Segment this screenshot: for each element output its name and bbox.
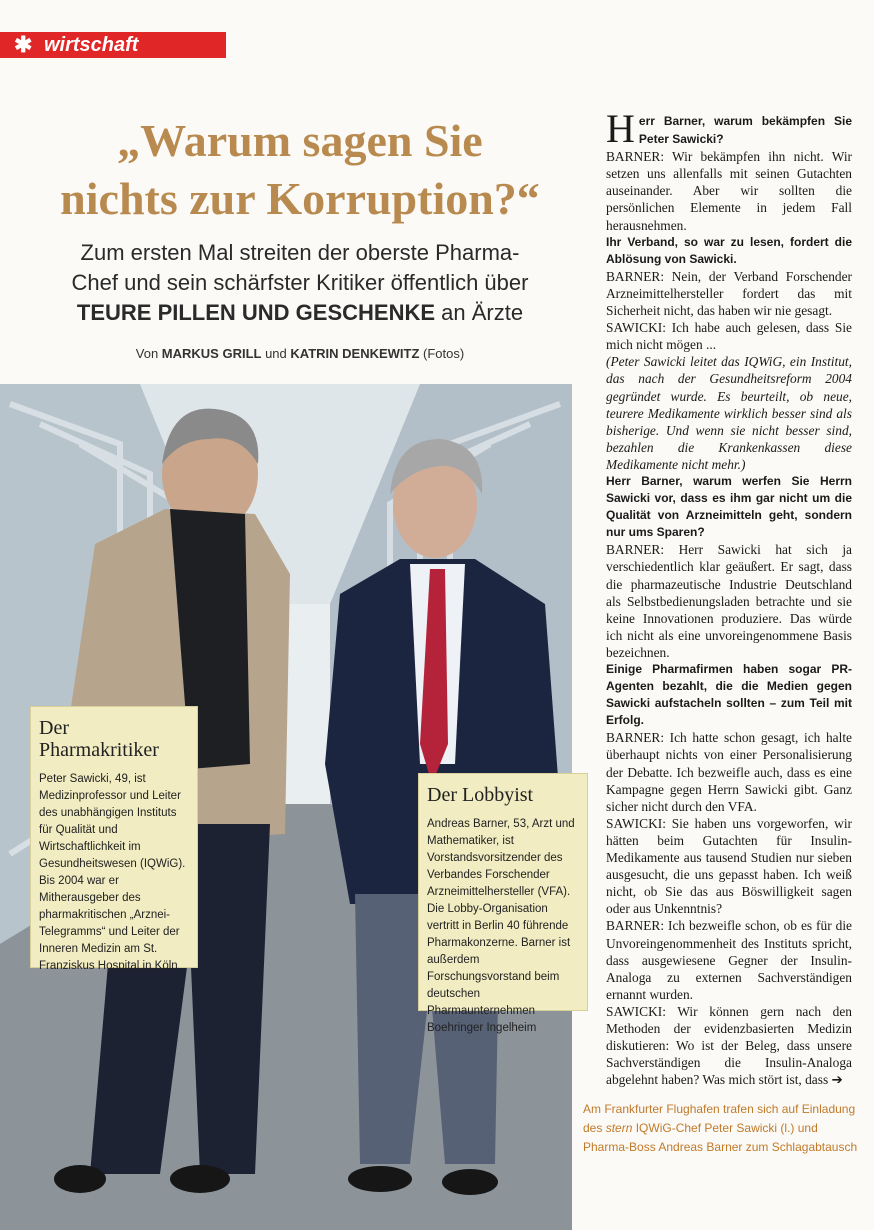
answer: BARNER: Herr Sawicki hat sich ja verschiedentlich klar geäußert. Er sagt, dass die pharmazeutische Industrie Deutschland als Selbstbedienungsladen betrachte und sie keine Innovationen produziere. Das würde ich nicht als eine unvoreingenommene Basis bezeichnen. <box>606 542 852 660</box>
author-1: MARKUS GRILL <box>161 346 262 361</box>
byline-und: und <box>261 346 291 361</box>
subhead-emphasis: TEURE PILLEN UND GESCHENKE <box>76 300 436 325</box>
answer: SAWICKI: Ich habe auch gelesen, dass Sie mich nicht mögen ... <box>606 320 852 353</box>
star-icon: ✱ <box>14 32 33 57</box>
answer: BARNER: Wir bekämpfen ihn nicht. Wir setzen uns allenfalls mit seinen Gutachten auseinander. Aber wir sollten die persönlichen Elemente in jedem Fall herausnehmen. <box>606 149 852 233</box>
infobox-title-line-1: Der <box>39 717 69 739</box>
infobox-title: Der Lobbyist <box>427 784 534 806</box>
caption-pre: Am Frankfurter Flughafen trafen sich auf Einladung des <box>583 1102 856 1135</box>
drop-cap: H <box>606 106 635 151</box>
question <box>606 106 852 151</box>
answer: BARNER: Nein, der Verband Forschender Arzneimittelhersteller fordert das mit Sicherheit nicht, das haben wir nie gesagt. <box>606 268 852 319</box>
subheadline <box>40 238 560 328</box>
section-label: wirtschaft <box>44 34 139 56</box>
question: Herr Barner, warum werfen Sie Herrn Sawicki vor, dass es ihm gar nicht um die Qualität von Arzneimitteln geht, sondern nur ums Sparen? <box>606 473 852 540</box>
question: Ihr Verband, so war zu lesen, fordert die Ablösung von Sawicki. <box>606 234 852 266</box>
headline-line-1: „Warum sagen Sie <box>117 115 483 166</box>
answer: BARNER: Ich bezweifle schon, ob es für die Unvoreingenommenheit des Instituts spricht, dass ausgewiesene Gegner der Insulin-Analoga zu externen Sachverständigen ernannt wurden. <box>606 918 852 1002</box>
headline <box>20 112 580 228</box>
byline-von: Von <box>135 346 162 361</box>
infobox-title-line-2: Pharmakritiker <box>39 739 159 761</box>
caption-post: IQWiG-Chef Peter Sawicki (l.) und Pharma-Boss Andreas Barner zum Schlagabtausch <box>583 1121 858 1154</box>
infobox-pharmakritiker <box>30 706 198 972</box>
caption-italic: stern <box>605 1121 633 1135</box>
author-2: KATRIN DENKEWITZ <box>290 346 420 361</box>
question: Einige Pharmafirmen haben sogar PR-Agenten bezahlt, die die Medien gegen Sawicki aufstacheln sollten – zum Teil mit Erfolg. <box>606 662 852 728</box>
infobox-title <box>39 717 189 761</box>
headline-line-2: nichts zur Korruption?“ <box>60 173 540 224</box>
infobox-text: Andreas Barner, 53, Arzt und Mathematiker, ist Vorstandsvorsitzender des Verbandes Forschender Arzneimittelhersteller (VFA). Die Lobby-Organisation vertritt in Berlin 40 führende Pharmakonzerne. Barner ist außerdem Forschungsvorstand beim deutschen Pharmaunternehmen Boehringer Ingelheim <box>427 818 575 1034</box>
photo-caption <box>583 1100 865 1157</box>
subhead-tail: an Ärzte <box>435 300 524 325</box>
editorial-note: (Peter Sawicki leitet das IQWiG, ein Institut, das nach der Gesundheitsreform 2004 gegründet wurde. Es beurteilt, ob neue, teurere Medikamente wirklich besser sind als bisherige. Und wenn sie nicht besser sind, bezahlen die Krankenkassen diese Medikamente nicht mehr.) <box>606 354 852 472</box>
byline <box>40 346 560 361</box>
section-tag <box>0 32 226 58</box>
byline-fotos: (Fotos) <box>419 346 465 361</box>
interview-column <box>606 106 852 1088</box>
answer: SAWICKI: Wir können gern nach den Methoden der evidenzbasierten Medizin diskutieren: Wo ist der Beleg, dass unsere Sachverständigen die Insulin-Analoga abgelehnt haben? Was mich stört ist, dass ➔ <box>606 1003 852 1088</box>
question-text: err Barner, warum bekämpfen Sie Peter Sawicki? <box>638 114 852 147</box>
infobox-text: Peter Sawicki, 49, ist Medizinprofessor und Leiter des unabhängigen Instituts für Qualität und Wirtschaftlichkeit im Gesundheitswesen (IQWiG). Bis 2004 war er Mitherausgeber des pharmakritischen „Arznei-Telegramms“ und Leiter der Inneren Medizin am St. Franziskus Hospital in Köln <box>39 773 186 972</box>
infobox-lobbyist <box>418 773 588 1034</box>
answer: SAWICKI: Sie haben uns vorgeworfen, wir hätten beim Gutachten für Insulin-Medikamente aus tausend Studien nur sieben ausgesucht, die uns gepasst haben. Ich weiß nicht, ob Sie das aus Böswilligkeit sagen oder aus Unkenntnis? <box>606 815 852 917</box>
subhead-line-2: Chef und sein schärfster Kritiker öffentlich über <box>71 270 529 295</box>
subhead-line-1: Zum ersten Mal streiten der oberste Pharma- <box>80 240 520 265</box>
answer: BARNER: Ich hatte schon gesagt, ich halte überhaupt nichts von einer Personalisierung der Debatte. Ich bezweifle auch, dass es eine Kampagne gegen Herrn Sawicki gibt. Ganz sicher nicht durch den VFA. <box>606 730 852 814</box>
